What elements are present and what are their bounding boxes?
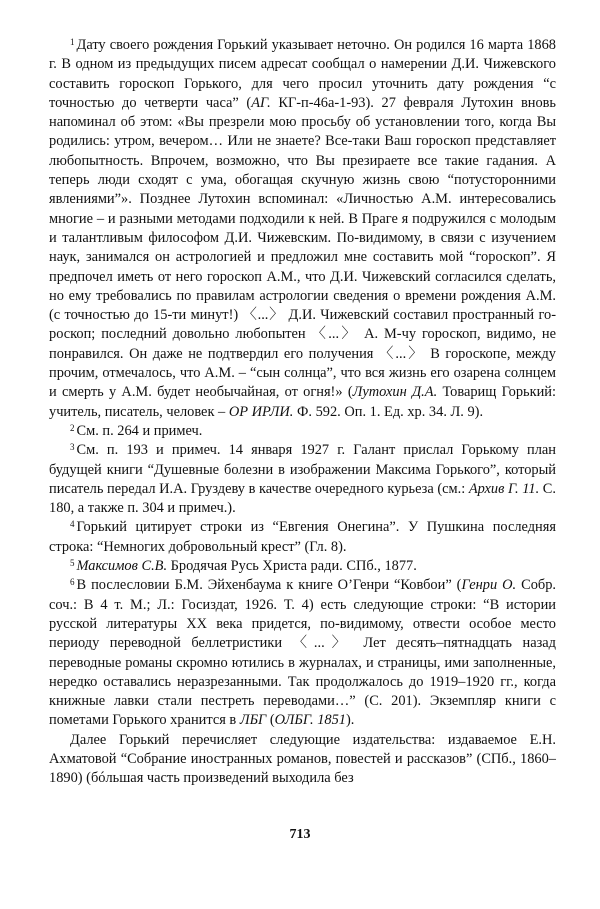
citation-italic: Лутохин Д.А. bbox=[352, 384, 438, 401]
citation-italic: АГ. bbox=[251, 94, 271, 111]
footnote-text: Дату своего рождения Горький указывает неточно. Он родился 16 марта 1868 г. В одном из предыдущих писем адресат сообщал о намерении Д.И. Чижевского составить гороскоп Горького, для чего просил уточнить дату рождения “с точностью до четверти часа” ( bbox=[49, 37, 556, 111]
footnote-text: ). bbox=[346, 712, 355, 729]
footnote-text: См. п. 264 и примеч. bbox=[76, 422, 203, 439]
footnote-6 bbox=[49, 576, 556, 730]
page-number: 713 bbox=[289, 827, 311, 842]
footnote-number: 2 bbox=[70, 422, 75, 433]
citation-italic: ЛБГ bbox=[239, 712, 267, 729]
citation-italic: Максимов С.В. bbox=[76, 558, 168, 575]
citation-italic: ОЛБГ. 1851 bbox=[274, 712, 346, 729]
footnote-number: 1 bbox=[70, 37, 75, 47]
footnote-text: См. п. 193 и примеч. 14 января 1927 г. Галант прислал Горькому план будущей книги “Душевные болезни в изображении Максима Горького”, который писатель передал И.А. Груздеву в качестве очередного курьеза (см.: bbox=[49, 442, 556, 497]
footnote-number: 6 bbox=[70, 577, 75, 588]
footnote-1 bbox=[49, 36, 556, 422]
footnote-text: Далее Горький перечисляет следующие издательства: издаваемое Е.Н. Ахматовой “Собрание иностранных романов, повестей и рассказов” (СПб., 1860–1890) (бóльшая часть произведений выходила без bbox=[49, 731, 556, 787]
footnote-number: 4 bbox=[70, 519, 75, 530]
footnote-text: Собр. соч.: В 4 т. М.; Л.: Госиздат, 1926. Т. 4) есть следующие строки: “В истории русской литературы XX века придется, по-видимому, отвести особое место периоду переводной беллетристики 〈...〉 Лет десять–пятнадцать назад переводные романы скромно ютились в журналах, и страницы, ими заполненные, нередко оставались неразрезанными. Так продолжалось до 1919–1920 гг., когда книжные лавки стали пестреть переводами…” (С. 201). Экземпляр книги с пометами Горького хранится в bbox=[49, 577, 557, 729]
footnote-5 bbox=[49, 557, 556, 576]
citation-italic: Генри О. bbox=[461, 577, 517, 594]
citation-italic: Архив Г. 11. bbox=[468, 480, 540, 497]
footnote-text: Товарищ Горький: учитель, писатель, человек – bbox=[49, 384, 556, 420]
footnote-text: Ф. 592. Оп. 1. Ед. хр. 34. Л. 9). bbox=[293, 403, 484, 420]
footnotes bbox=[49, 36, 556, 789]
footnote-text: Бродячая Русь Христа ради. СПб., 1877. bbox=[167, 558, 417, 575]
footnote-text: С. 180, а также п. 304 и примеч.). bbox=[49, 480, 556, 517]
footnote-text: Горький цитирует строки из “Евгения Онегина”. У Пушкина последняя строка: “Немногих добровольный крест” (Гл. 8). bbox=[49, 519, 556, 555]
footnote-text: ( bbox=[266, 712, 275, 729]
citation-italic: ОР ИРЛИ. bbox=[228, 403, 294, 420]
footnote-number: 3 bbox=[70, 442, 75, 453]
footnote-4 bbox=[49, 518, 556, 557]
footnote-text: В послесловии Б.М. Эйхенбаума к книге О’Генри “Ковбои” ( bbox=[76, 577, 462, 594]
footnote-text: КГ-п-46а-1-93). 27 февраля Лутохин вновь напоминал об этом: «Вы презрели мою просьбу об установлении того, когда Вы родились: утром, вечером… Или не знаете? Все-таки Ваш гороскоп представляет любопытность. Впрочем, возможно, что Вы презираете все такие гадания. А теперь люди сходят с ума, обогащая скучную жизнь свою “потусторонними явлениями”». Позднее Лутохин вспоминал: «Личностью А.М. интересовались многие – и разными методами подходили к ней. В Праге я подружился с молодым и талантливым философом Д.И. Чижевским. По-видимому, в связи с изучением наук, занимался он астрологией и предложил мне составить мой “гороскоп”. Я предпочел иметь от него гороскоп А.М., что Д.И. Чижевский согласился сделать, но ему требовались по правилам астрологии сведения о времени рождения А.М. (с точностью до 15-ти минут!) 〈...〉 Д.И. Чижевский составил пространный гороскоп; последний довольно любопытен 〈...〉 А. М-чу гороскоп, видимо, не понравился. Он даже не подтвердил его получения 〈...〉 В гороскопе, между прочим, отмечалось, что А.М. – “сын солнца”, что вся жизнь его озарена солнцем и смерть у А.М. будет необычайная, от огня!» ( bbox=[49, 94, 556, 401]
footnote-number: 5 bbox=[70, 558, 75, 569]
footnote-continuation bbox=[49, 731, 556, 789]
footnote-2 bbox=[49, 422, 556, 441]
footnote-3 bbox=[49, 441, 556, 518]
